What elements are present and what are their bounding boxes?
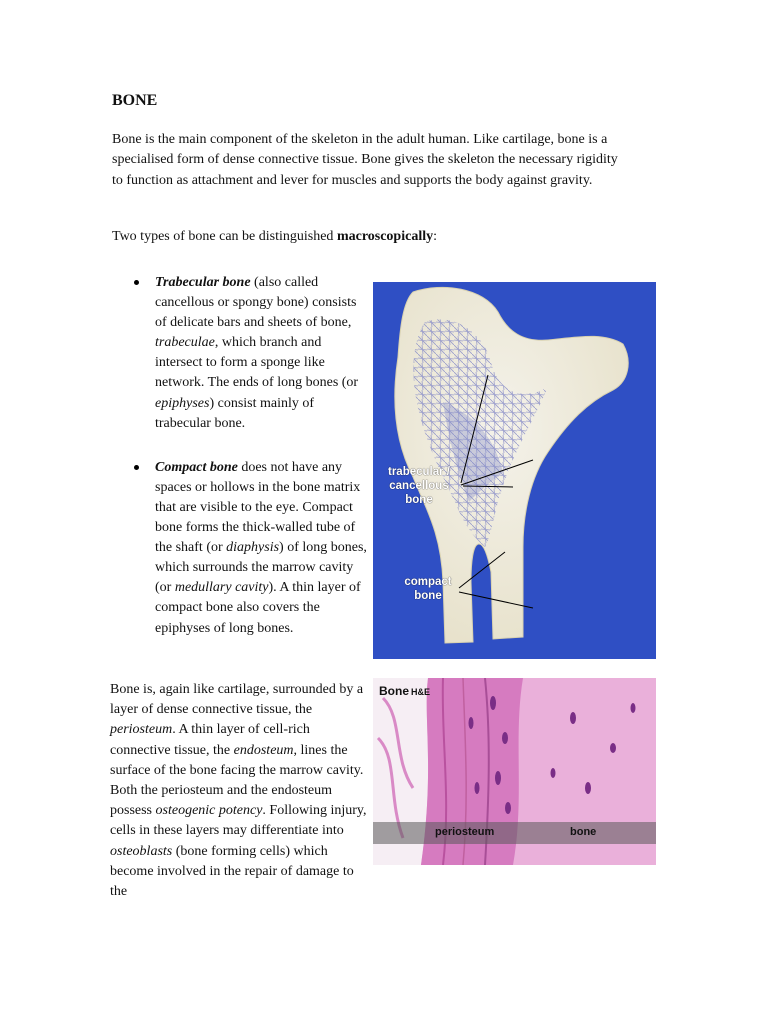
- histology-title-text: Bone: [379, 684, 409, 698]
- periosteum-paragraph: [110, 680, 368, 902]
- bone-label: bone: [570, 826, 597, 838]
- compact-text-2: ) of long bones, which surrounds the marrow cavity (or: [155, 540, 367, 596]
- trabecular-label-line3: bone: [405, 494, 433, 506]
- intro-paragraph: Bone is the main component of the skeleton in the adult human. Like cartilage, bone is a specialised form of dense connective tissue. Bone gives the skeleton the necessary rigidity to function as attachment and lever for muscles and supports the body against gravity.: [112, 132, 618, 188]
- epiphyses-term: epiphyses: [155, 395, 210, 411]
- compact-bone-label: [393, 575, 463, 603]
- compact-label-line1: compact: [404, 576, 452, 588]
- bone-histology-figure: [373, 678, 656, 865]
- trabecular-term: Trabecular bone: [155, 275, 251, 290]
- types-intro-text: Two types of bone can be distinguished: [112, 229, 337, 244]
- label-band: [373, 822, 656, 844]
- osteogenic-potency-term: osteogenic potency: [155, 803, 263, 819]
- periosteum-term: periosteum: [110, 722, 173, 738]
- trabecular-text-3: ) consist mainly of trabecular bone.: [155, 395, 315, 431]
- osteoblasts-term: osteoblasts: [110, 843, 173, 859]
- trabecular-text-2: , which branch and intersect to form a sponge like network. The ends of long bones (or: [155, 335, 359, 391]
- periosteum-text-1: Bone is, again like cartilage, surrounded by a layer of dense connective tissue, the: [110, 682, 364, 718]
- periosteum-text-4: . Following injury, cells in these layers may differentiate into: [110, 803, 367, 839]
- types-intro-colon: :: [433, 229, 437, 244]
- trabecular-label-line1: trabecular /: [388, 466, 450, 478]
- histology-title: [379, 684, 430, 698]
- list-item-compact: [112, 458, 368, 639]
- trabecular-text-1: (also called cancellous or spongy bone) consists of delicate bars and sheets of bone,: [155, 275, 357, 331]
- trabecular-label-line2: cancellous: [389, 480, 449, 492]
- compact-text-1: does not have any spaces or hollows in the bone matrix that are visible to the eye. Compact bone forms the thick-walled tube of the shaft (or: [155, 459, 361, 556]
- endosteum-term: endosteum: [233, 742, 294, 758]
- compact-label-line2: bone: [414, 590, 442, 602]
- trabeculae-term: trabeculae: [155, 335, 215, 351]
- femur-section-figure: [373, 282, 656, 659]
- macroscopically-term: macroscopically: [336, 229, 434, 244]
- periosteum-label: periosteum: [435, 826, 495, 838]
- periosteum-text-2: . A thin layer of cell-rich connective tissue, the: [110, 722, 310, 758]
- list-item-trabecular: [112, 273, 368, 434]
- histology-stain-text: H&E: [411, 687, 431, 697]
- periosteum-text-3: , lines the surface of the bone facing the marrow cavity. Both the periosteum and the endosteum possess: [110, 742, 364, 819]
- medullary-cavity-term: medullary cavity: [174, 580, 269, 596]
- diaphysis-term: diaphysis: [226, 540, 280, 556]
- periosteum-text-5: (bone forming cells) which become involved in the repair of damage to the: [110, 843, 354, 900]
- types-intro-paragraph: [112, 227, 632, 247]
- compact-term: Compact bone: [155, 459, 238, 475]
- compact-text-3: ). A thin layer of compact bone also covers the epiphyses of long bones.: [155, 580, 361, 636]
- page-title: BONE: [112, 92, 158, 109]
- bone-types-list: [112, 273, 368, 663]
- trabecular-bone-label: [374, 465, 464, 507]
